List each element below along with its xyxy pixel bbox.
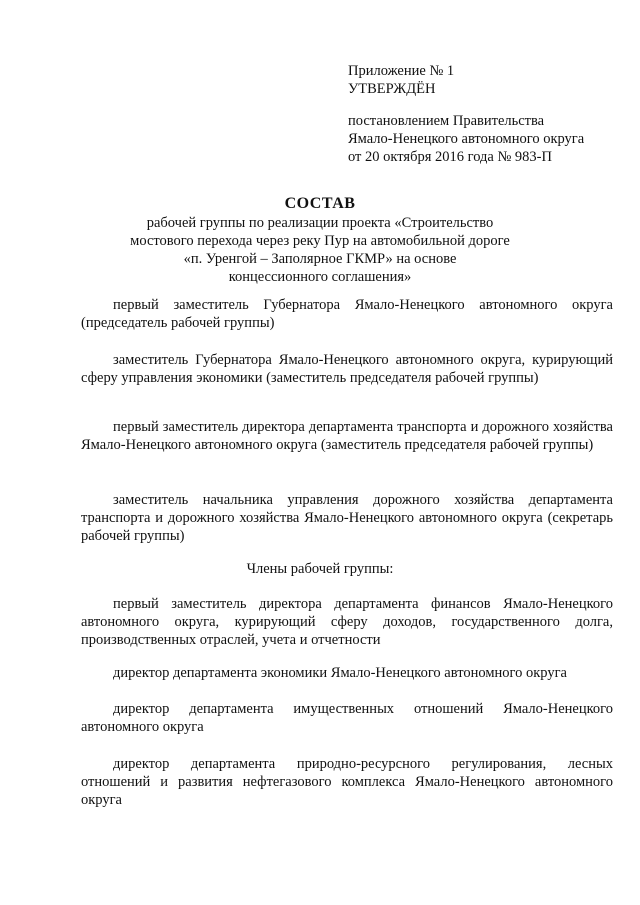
member-item: директор департамента имущественных отношений Ямало-Ненецкого автономного округа (81, 701, 613, 735)
leadership-item: заместитель Губернатора Ямало-Ненецкого автономного округа, курирующий сферу управления экономики (заместитель председателя рабочей группы) (81, 352, 613, 386)
members-heading: Члены рабочей группы: (246, 561, 394, 577)
leadership-item: первый заместитель директора департамента транспорта и дорожного хозяйства Ямало-Ненецкого автономного округа (заместитель председателя рабочей группы) (81, 419, 613, 453)
subtitle-line: мостового перехода через реку Пур на автомобильной дороге (130, 233, 510, 249)
member-item: директор департамента экономики Ямало-Ненецкого автономного округа (113, 665, 567, 681)
subtitle-line: рабочей группы по реализации проекта «Строительство (146, 215, 494, 231)
approval-block (348, 62, 618, 166)
approved-label: УТВЕРЖДЁН (348, 81, 436, 97)
leadership-item: заместитель начальника управления дорожного хозяйства департамента транспорта и дорожного хозяйства Ямало-Ненецкого автономного округа (секретарь рабочей группы) (81, 492, 613, 544)
appendix-number: Приложение № 1 (348, 63, 455, 79)
subtitle-line: «п. Уренгой – Заполярное ГКМР» на основе (183, 251, 457, 267)
member-item: первый заместитель директора департамента финансов Ямало-Ненецкого автономного округа, курирующий сферу доходов, государственного долга, производственных отраслей, учета и отчетности (81, 596, 613, 648)
document-subtitle (120, 214, 520, 286)
document-title: СОСТАВ (284, 195, 356, 212)
approval-date: от 20 октября 2016 года № 983-П (348, 149, 552, 165)
leadership-item: первый заместитель Губернатора Ямало-Ненецкого автономного округа (председатель рабочей группы) (81, 297, 613, 331)
member-item: директор департамента природно-ресурсного регулирования, лесных отношений и развития нефтегазового комплекса Ямало-Ненецкого автономного округа (81, 756, 613, 808)
approval-authority: Ямало-Ненецкого автономного округа (348, 131, 585, 147)
approval-decree: постановлением Правительства (348, 113, 545, 129)
subtitle-line: концессионного соглашения» (228, 269, 412, 285)
